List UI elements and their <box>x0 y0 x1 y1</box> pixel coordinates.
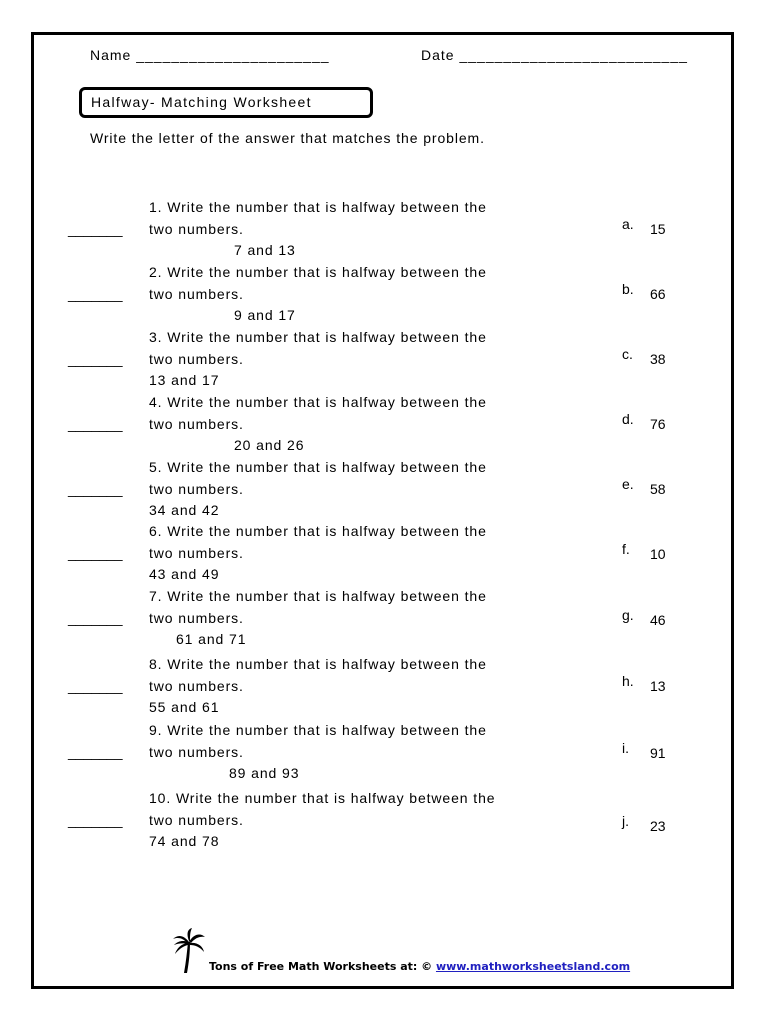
problem-text-cont: two numbers. <box>149 221 244 237</box>
answer-blank[interactable]: _______ <box>68 812 123 828</box>
footer-link[interactable]: www.mathworksheetsland.com <box>435 960 631 973</box>
worksheet-title: Halfway- Matching Worksheet <box>79 87 373 118</box>
problem-text-cont: two numbers. <box>149 545 244 561</box>
number-pair: 43 and 49 <box>149 566 220 582</box>
problem-text: 1. Write the number that is halfway between the <box>149 199 487 215</box>
answer-value: 66 <box>650 286 666 302</box>
answer-letter: g. <box>622 607 634 623</box>
problem-text-cont: two numbers. <box>149 812 244 828</box>
problem-text: 9. Write the number that is halfway between the <box>149 722 487 738</box>
answer-blank[interactable]: _______ <box>68 221 123 237</box>
problem-text-cont: two numbers. <box>149 351 244 367</box>
problem-text: 5. Write the number that is halfway between the <box>149 459 487 475</box>
answer-value: 76 <box>650 416 666 432</box>
answer-letter: d. <box>622 411 634 427</box>
name-label: Name ______________________ <box>90 47 330 63</box>
instructions: Write the letter of the answer that matches the problem. <box>90 130 485 146</box>
answer-value: 23 <box>650 818 666 834</box>
page-border <box>31 32 734 989</box>
answer-letter: e. <box>622 476 634 492</box>
answer-blank[interactable]: _______ <box>68 545 123 561</box>
number-pair: 74 and 78 <box>149 833 220 849</box>
answer-value: 13 <box>650 678 666 694</box>
footer-text: Tons of Free Math Worksheets at: © <box>209 960 436 973</box>
problem-text-cont: two numbers. <box>149 610 244 626</box>
number-pair: 61 and 71 <box>176 631 247 647</box>
answer-blank[interactable]: _______ <box>68 481 123 497</box>
answer-blank[interactable]: _______ <box>68 610 123 626</box>
answer-value: 10 <box>650 546 666 562</box>
problem-text-cont: two numbers. <box>149 286 244 302</box>
answer-value: 91 <box>650 745 666 761</box>
palm-tree-icon <box>172 928 206 974</box>
number-pair: 7 and 13 <box>234 242 296 258</box>
problem-text-cont: two numbers. <box>149 481 244 497</box>
answer-blank[interactable]: _______ <box>68 351 123 367</box>
answer-letter: f. <box>622 541 630 557</box>
number-pair: 9 and 17 <box>234 307 296 323</box>
answer-letter: b. <box>622 281 634 297</box>
problem-text-cont: two numbers. <box>149 416 244 432</box>
answer-letter: c. <box>622 346 633 362</box>
answer-blank[interactable]: _______ <box>68 416 123 432</box>
answer-value: 46 <box>650 612 666 628</box>
problem-text: 4. Write the number that is halfway between the <box>149 394 487 410</box>
answer-letter: i. <box>622 740 629 756</box>
number-pair: 13 and 17 <box>149 372 220 388</box>
problem-text: 7. Write the number that is halfway between the <box>149 588 487 604</box>
problem-text: 3. Write the number that is halfway between the <box>149 329 487 345</box>
answer-value: 58 <box>650 481 666 497</box>
answer-value: 15 <box>650 221 666 237</box>
answer-blank[interactable]: _______ <box>68 678 123 694</box>
number-pair: 34 and 42 <box>149 502 220 518</box>
answer-letter: h. <box>622 673 634 689</box>
answer-letter: a. <box>622 216 634 232</box>
problem-text: 6. Write the number that is halfway between the <box>149 523 487 539</box>
problem-text-cont: two numbers. <box>149 744 244 760</box>
date-label: Date __________________________ <box>421 47 688 63</box>
problem-text-cont: two numbers. <box>149 678 244 694</box>
answer-blank[interactable]: _______ <box>68 286 123 302</box>
problem-text: 8. Write the number that is halfway between the <box>149 656 487 672</box>
number-pair: 89 and 93 <box>229 765 300 781</box>
number-pair: 20 and 26 <box>234 437 305 453</box>
answer-blank[interactable]: _______ <box>68 744 123 760</box>
answer-value: 38 <box>650 351 666 367</box>
problem-text: 10. Write the number that is halfway between the <box>149 790 496 806</box>
answer-letter: j. <box>622 813 629 829</box>
number-pair: 55 and 61 <box>149 699 220 715</box>
problem-text: 2. Write the number that is halfway between the <box>149 264 487 280</box>
